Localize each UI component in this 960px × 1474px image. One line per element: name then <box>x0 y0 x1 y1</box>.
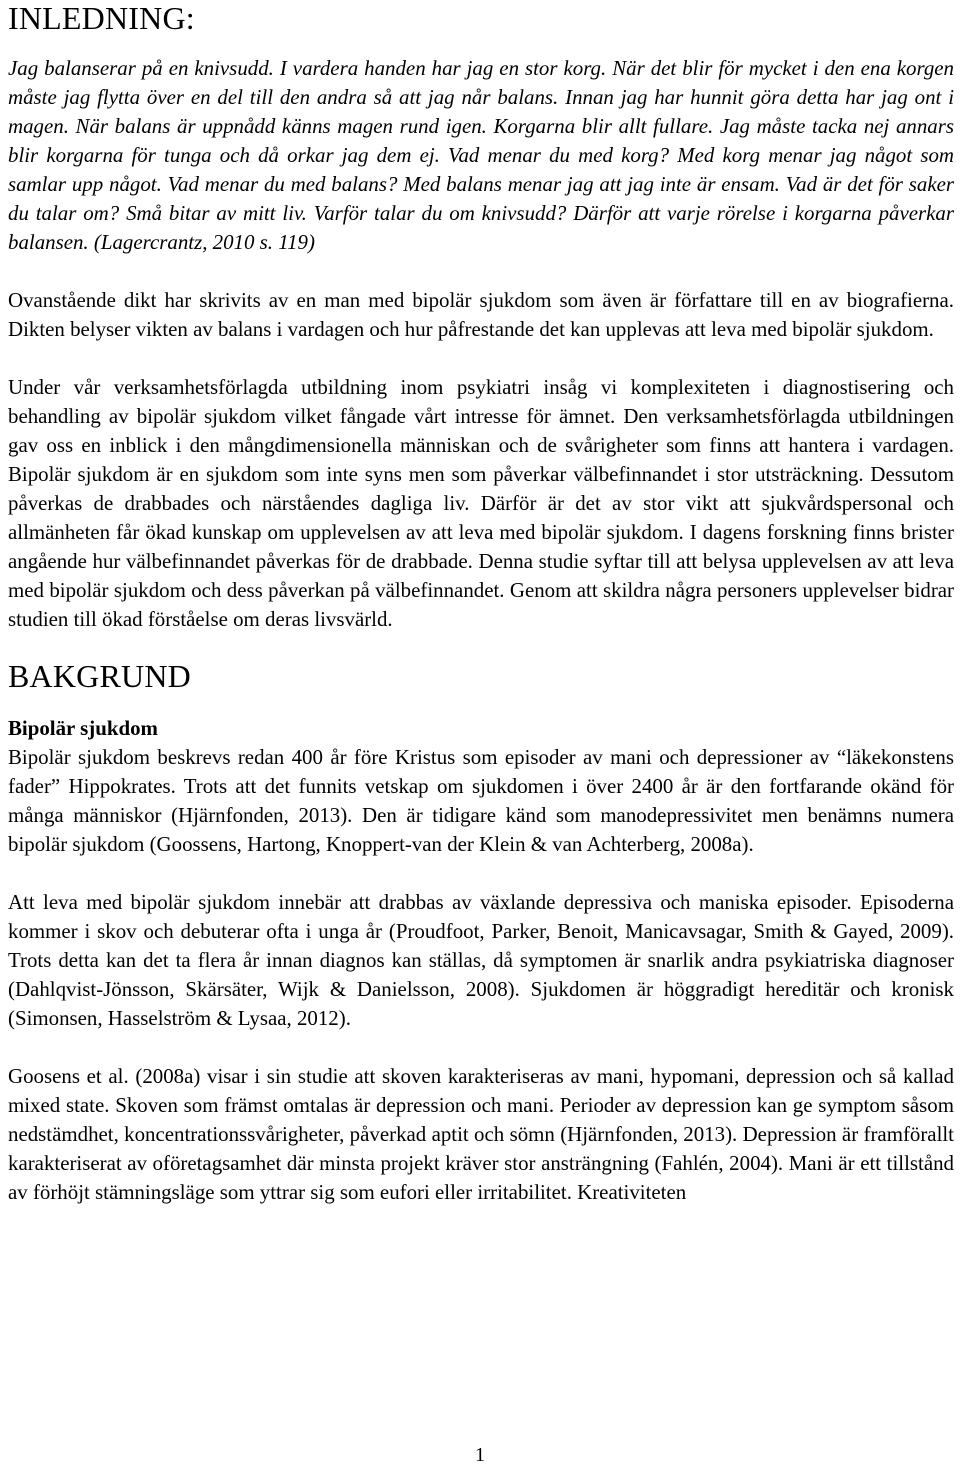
subheading-bipolar-sjukdom: Bipolär sjukdom <box>8 716 158 740</box>
background-paragraph-2: Att leva med bipolär sjukdom innebär att drabbas av växlande depressiva och maniska episoder. Episoderna kommer i skov och debuterar ofta i unga år (Proudfoot, Parker, Benoit, Manicavsagar, Smith & Gayed, 2009). Trots detta kan det ta flera år innan diagnos kan ställas, då symptomen är snarlik andra psykiatriska diagnoser (Dahlqvist-Jönsson, Skärsäter, Wijk & Danielsson, 2008). Sjukdomen är höggradigt hereditär och kronisk (Simonsen, Hasselström & Lysaa, 2012). <box>8 890 954 1030</box>
section-heading-bakgrund: BAKGRUND <box>8 658 191 694</box>
page-number: 1 <box>475 1444 485 1466</box>
section-heading-inledning: INLEDNING: <box>8 0 195 36</box>
document-page <box>8 0 954 1207</box>
background-paragraph-1: Bipolär sjukdom beskrevs redan 400 år före Kristus som episoder av mani och depressioner av “läkekonstens fader” Hippokrates. Trots att det funnits vetskap om sjukdomen i över 2400 år är den fortfarande okänd för många människor (Hjärnfonden, 2013). Den är tidigare känd som manodepressivitet men benämns numera bipolär sjukdom (Goossens, Hartong, Knoppert-van der Klein & van Achterberg, 2008a). <box>8 745 954 856</box>
intro-paragraph-1: Ovanstående dikt har skrivits av en man med bipolär sjukdom som även är författare till en av biografierna. Dikten belyser vikten av balans i vardagen och hur påfrestande det kan upplevas att leva med bipolär sjukdom. <box>8 288 954 341</box>
poem-quote: Jag balanserar på en knivsudd. I vardera handen har jag en stor korg. När det blir för mycket i den ena korgen måste jag flytta över en del till den andra så att jag når balans. Innan jag har hunnit göra detta har jag ont i magen. När balans är uppnådd känns magen rund igen. Korgarna blir allt fullare. Jag måste tacka nej annars blir korgarna för tunga och då orkar jag dem ej. Vad menar du med korg? Med korg menar jag något som samlar upp något. Vad menar du med balans? Med balans menar jag att jag inte är ensam. Vad är det för saker du talar om? Små bitar av mitt liv. Varför talar du om knivsudd? Därför att varje rörelse i korgarna påverkar balansen. (Lagercrantz, 2010 s. 119) <box>8 56 954 254</box>
intro-paragraph-2: Under vår verksamhetsförlagda utbildning inom psykiatri insåg vi komplexiteten i diagnostisering och behandling av bipolär sjukdom vilket fångade vårt intresse för ämnet. Den verksamhetsförlagda utbildningen gav oss en inblick i den mångdimensionella människan och de svårigheter som finns att hantera i vardagen. Bipolär sjukdom är en sjukdom som inte syns men som påverkar välbefinnandet i stor utsträckning. Dessutom påverkas de drabbades och närståendes dagliga liv. Därför är det av stor vikt att sjukvårdspersonal och allmänheten får ökad kunskap om upplevelsen av att leva med bipolär sjukdom. I dagens forskning finns brister angående hur välbefinnandet påverkas för de drabbade. Denna studie syftar till att belysa upplevelsen av att leva med bipolär sjukdom och dess påverkan på välbefinnandet. Genom att skildra några personers upplevelser bidrar studien till ökad förståelse om deras livsvärld. <box>8 375 954 631</box>
background-paragraph-3: Goosens et al. (2008a) visar i sin studie att skoven karakteriseras av mani, hypomani, depression och så kallad mixed state. Skoven som främst omtalas är depression och mani. Perioder av depression kan ge symptom såsom nedstämdhet, koncentrationssvårigheter, påverkad aptit och sömn (Hjärnfonden, 2013). Depression är framförallt karakteriserat av oföretagsamhet där minsta projekt kräver stor ansträngning (Fahlén, 2004). Mani är ett tillstånd av förhöjt stämningsläge som yttrar sig som eufori eller irritabilitet. Kreativiteten <box>8 1064 954 1204</box>
